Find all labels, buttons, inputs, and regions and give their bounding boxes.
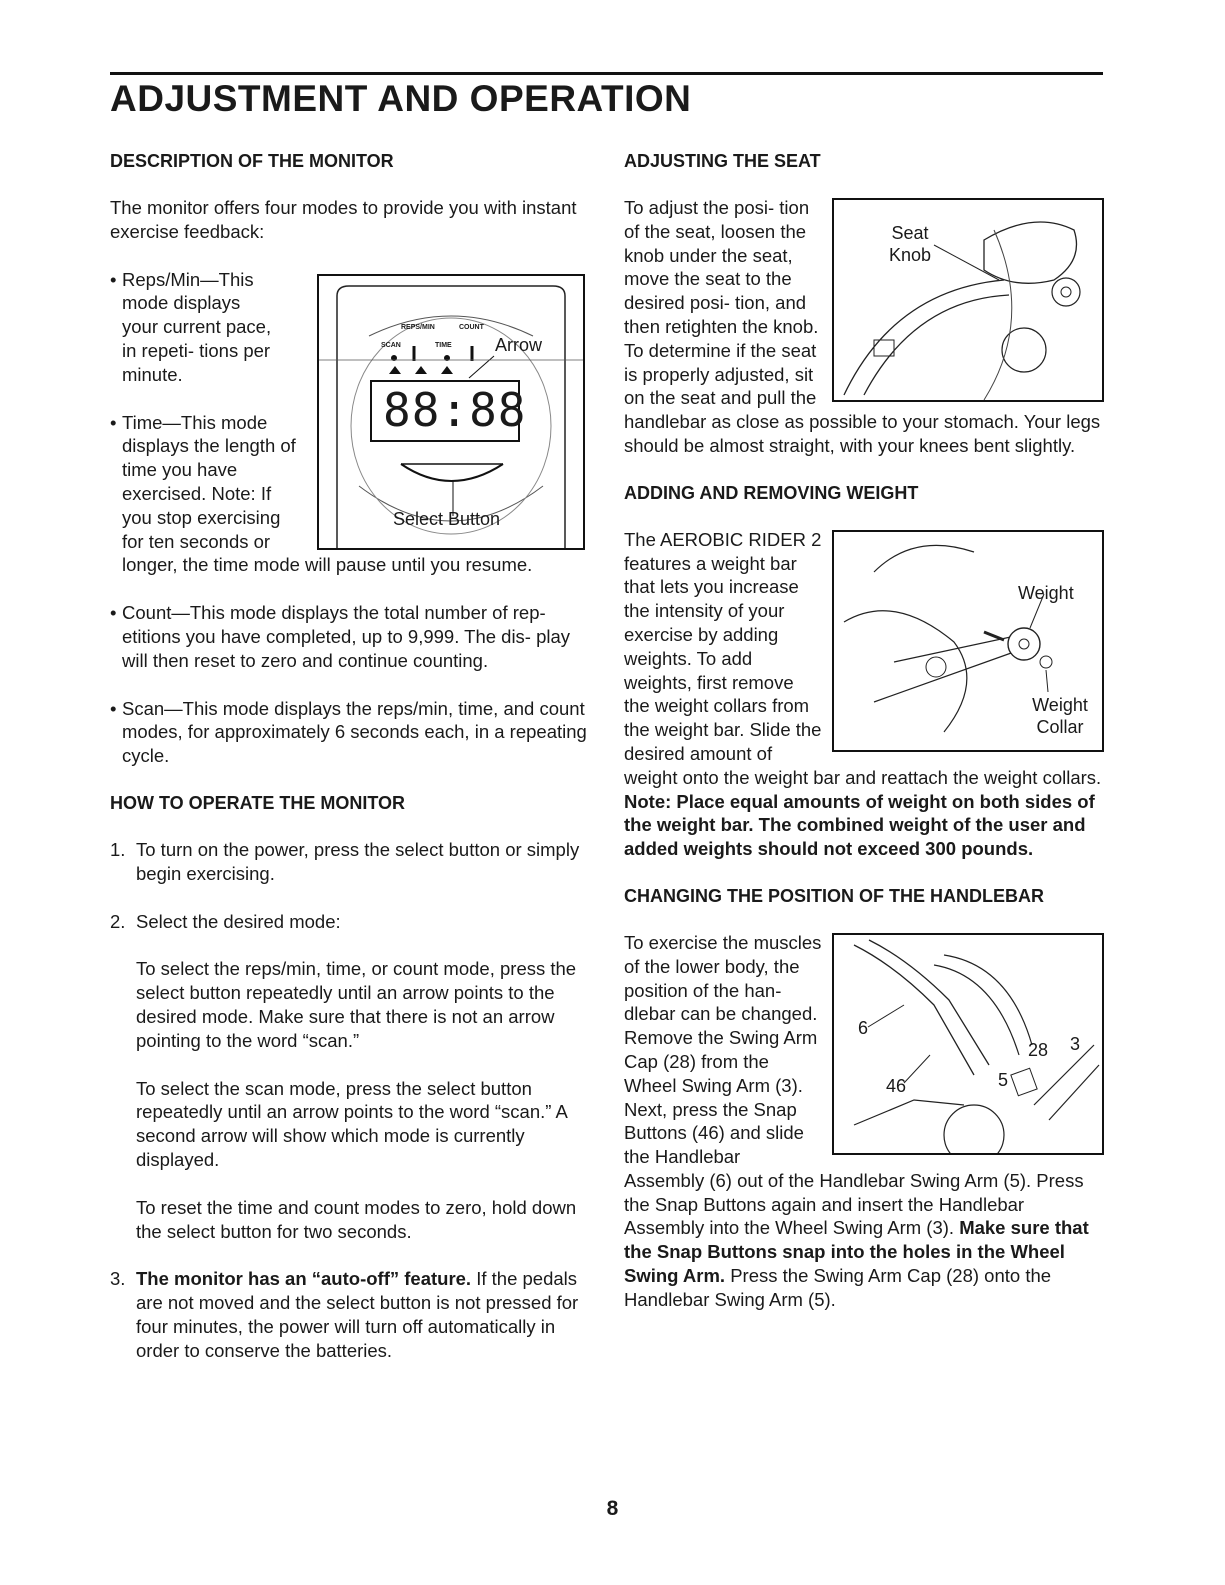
- monitor-description-heading: DESCRIPTION OF THE MONITOR: [110, 151, 394, 171]
- part-46-label: 46: [886, 1075, 907, 1096]
- weight-collar-label: Weight Collar: [1032, 694, 1088, 737]
- mode-count: • Count—This mode displays the total number of rep- etitions you have completed, up to 9,999. The dis- play will then reset to zero and continue counting.: [110, 602, 571, 671]
- adjusting-seat-heading: ADJUSTING THE SEAT: [624, 151, 821, 171]
- step-2: 2. Select the desired mode:: [110, 910, 341, 932]
- step-2-para-1: To select the reps/min, time, or count mode, press the select button repeatedly until an arrow points to the desired mode. Make sure that there is not an arrow pointing to the word “scan.”: [136, 958, 577, 1051]
- seat-drawing: [834, 200, 1102, 400]
- operate-monitor-heading: HOW TO OPERATE THE MONITOR: [110, 792, 406, 813]
- part-3-label: 3: [1070, 1033, 1081, 1054]
- step-1: 1. To turn on the power, press the select button or simply begin exercising.: [110, 838, 580, 884]
- weight-label: Weight: [1018, 582, 1074, 603]
- weight-figure: [832, 530, 1104, 752]
- repsmin-label: REPS/MIN: [401, 323, 435, 331]
- time-label: TIME: [435, 341, 452, 349]
- title-rule: [110, 72, 1103, 75]
- handlebar-drawing: [834, 935, 1102, 1153]
- count-label: COUNT: [459, 323, 484, 331]
- lcd-digits: 88:88: [383, 382, 527, 437]
- adding-weight-heading: ADDING AND REMOVING WEIGHT: [624, 482, 919, 503]
- step-3: 3. The monitor has an “auto-off” feature. If the pedals are not moved and the select button is not pressed for four minutes, the power will turn off automatically in order to conserve the batteries.: [110, 1268, 579, 1361]
- seat-text: To adjust the posi- tion of the seat, loosen the knob under the seat, move the seat to the desired posi- tion, and then retighten the knob. To determine if the seat is properly adjusted, sit on the seat and pull the handlebar as close as possible to your stomach. Your legs should be almost straight, with your knees bent slightly.: [624, 197, 1101, 456]
- scan-label: SCAN: [381, 341, 401, 349]
- part-28-label: 28: [1028, 1039, 1049, 1060]
- mode-repsmin: • Reps/Min—This mode displays your current pace, in repeti- tions per minute.: [110, 268, 272, 385]
- seat-figure: [832, 198, 1104, 402]
- select-button-label: Select Button: [393, 508, 501, 529]
- arrow-label: Arrow: [495, 334, 543, 355]
- part-6-label: 6: [858, 1017, 869, 1038]
- part-5-label: 5: [998, 1069, 1009, 1090]
- seat-knob-label: Seat Knob: [888, 223, 932, 265]
- handlebar-text: To exercise the muscles of the lower body, the position of the han- dlebar can be changed. Remove the Swing Arm Cap (28) from the Wheel Swing Arm (3). Next, press the Snap Buttons (46) and slide the Handlebar Assembly (6) out of the Handlebar Swing Arm (5). Press the Snap Buttons again and insert the Handlebar Assembly into the Wheel Swing Arm (3). Make sure that the Snap Buttons snap into the holes in the Wheel Swing Arm. Press the Swing Arm Cap (28) onto the Handlebar Swing Arm (5).: [624, 931, 1089, 1310]
- handlebar-heading: CHANGING THE POSITION OF THE HANDLEBAR: [624, 885, 1045, 906]
- step-2-para-3: To reset the time and count modes to zero, hold down the select button for two seconds.: [136, 1196, 577, 1242]
- left-column: [110, 150, 595, 1386]
- handlebar-figure: [832, 933, 1104, 1155]
- right-column: [624, 150, 1104, 1336]
- page-number: 8: [606, 1497, 619, 1520]
- page-title: ADJUSTMENT AND OPERATION: [110, 78, 692, 119]
- mode-time: • Time—This mode displays the length of time you have exercised. Note: If you stop exercising for ten seconds or longer, the time mode will pause until you resume.: [110, 411, 533, 576]
- mode-scan: • Scan—This mode displays the reps/min, time, and count modes, for approximately 6 seconds each, in a repeating cycle.: [110, 697, 587, 767]
- weight-text: The AEROBIC RIDER 2 features a weight bar that lets you increase the intensity of your exercise by adding weights. To add weights, first remove the weight collars from the weight bar. Slide the desired amount of weight onto the weight bar and reattach the weight collars. Note: Place equal amounts of weight on both sides of the weight bar. The combined weight of the user and added weights should not exceed 300 pounds.: [624, 528, 1102, 860]
- monitor-intro: The monitor offers four modes to provide you with instant exercise feedback:: [110, 197, 577, 242]
- step-2-para-2: To select the scan mode, press the select button repeatedly until an arrow points to the word “scan.” A second arrow will show which mode is currently displayed.: [136, 1077, 567, 1170]
